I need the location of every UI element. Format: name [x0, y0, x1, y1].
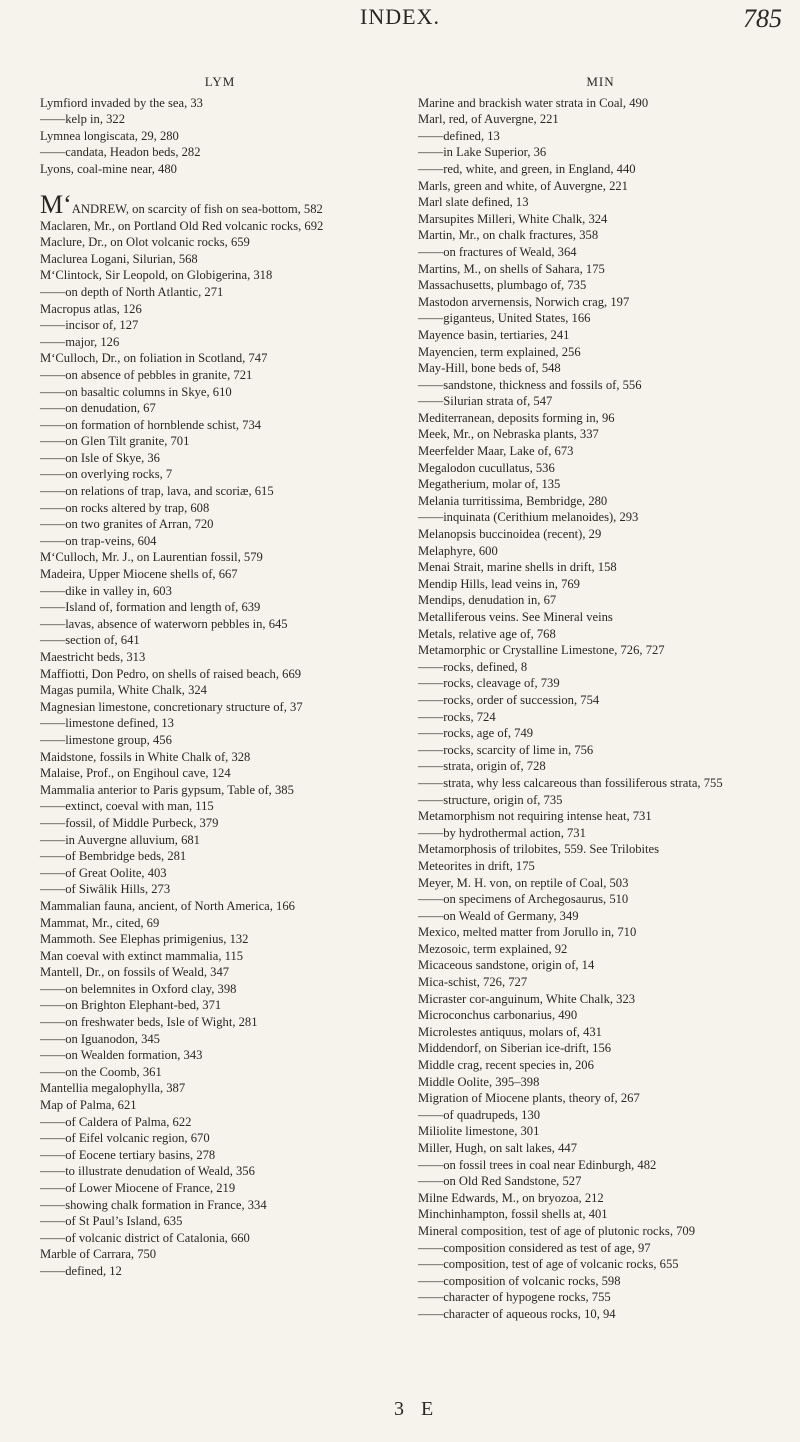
index-entry: —— on denudation, 67	[40, 400, 400, 417]
index-entry: —— on Isle of Skye, 36	[40, 450, 400, 467]
index-entry: Mammoth. See Elephas primigenius, 132	[40, 932, 249, 947]
index-entry: Melania turritissima, Bembridge, 280	[418, 493, 608, 508]
index-entry: —— on overlying rocks, 7	[40, 466, 400, 483]
index-entry: M‘Culloch, Mr. J., on Laurentian fossil, 579	[40, 550, 263, 565]
index-entry: —— in Lake Superior, 36	[418, 144, 783, 161]
index-entry: Metals, relative age of, 768	[418, 626, 556, 641]
index-entry: —— inquinata (Cerithium melanoides), 293	[418, 509, 783, 526]
index-entry: Miller, Hugh, on salt lakes, 447	[418, 1141, 577, 1155]
index-entry: Micaceous sandstone, origin of, 14	[418, 958, 595, 973]
index-entry: Maclurea Logani, Silurian, 568	[40, 251, 198, 266]
index-entry: Meerfelder Maar, Lake of, 673	[418, 444, 574, 459]
signature-mark: 3 E	[394, 1398, 440, 1420]
index-entry: M‘Culloch, Dr., on foliation in Scotland, 747	[40, 351, 268, 366]
index-entry: —— character of aqueous rocks, 10, 94	[418, 1306, 783, 1323]
index-entry: —— on absence of pebbles in granite, 721	[40, 367, 400, 384]
right-column-head: MIN	[586, 74, 615, 89]
index-entry: May-Hill, bone beds of, 548	[418, 361, 561, 376]
page-number: 785	[743, 4, 782, 33]
index-entry: Metalliferous veins. See Mineral veins	[418, 610, 613, 624]
index-entry: —— defined, 13	[418, 128, 783, 145]
index-entry: —— of Eocene tertiary basins, 278	[40, 1147, 400, 1164]
index-entry: Mica-schist, 726, 727	[418, 975, 528, 990]
index-entry: Lymnea longiscata, 29, 280	[40, 128, 179, 143]
index-entry: Mezosoic, term explained, 92	[418, 941, 568, 956]
index-entry: Microlestes antiquus, molars of, 431	[418, 1024, 602, 1039]
index-entry: —— candata, Headon beds, 282	[40, 144, 400, 161]
index-entry: Metamorphosis of trilobites, 559. See Trilobites	[418, 842, 660, 857]
index-entry: —— character of hypogene rocks, 755	[418, 1289, 783, 1306]
left-column-head: LYM	[204, 74, 236, 89]
index-entry: —— on Brighton Elephant-bed, 371	[40, 997, 400, 1014]
index-entry: Mayence basin, tertiaries, 241	[418, 327, 570, 342]
index-entry: Lyons, coal-mine near, 480	[40, 161, 177, 176]
index-entry: —— rocks, age of, 749	[418, 725, 783, 742]
index-entry: —— Silurian strata of, 547	[418, 393, 783, 410]
index-entry: —— strata, origin of, 728	[418, 758, 783, 775]
index-entry: —— to illustrate denudation of Weald, 356	[40, 1163, 400, 1180]
index-entry: Marls, green and white, of Auvergne, 221	[418, 178, 628, 193]
index-entry: Maidstone, fossils in White Chalk of, 328	[40, 749, 251, 764]
index-entry: —— incisor of, 127	[40, 317, 400, 334]
index-entry: Maclaren, Mr., on Portland Old Red volcanic rocks, 692	[40, 218, 324, 233]
index-entry: —— fossil, of Middle Purbeck, 379	[40, 815, 400, 832]
index-entry: Malaise, Prof., on Engihoul cave, 124	[40, 766, 231, 781]
index-entry: —— showing chalk formation in France, 334	[40, 1197, 400, 1214]
index-entry: Mendip Hills, lead veins in, 769	[418, 576, 580, 591]
index-entry: —— in Auvergne alluvium, 681	[40, 832, 400, 849]
index-entry: Meteorites in drift, 175	[418, 858, 535, 873]
index-entry: —— sandstone, thickness and fossils of, 556	[418, 377, 783, 394]
left-column-entries	[40, 95, 400, 1280]
index-entry: Madeira, Upper Miocene shells of, 667	[40, 567, 238, 582]
index-entry: Mediterranean, deposits forming in, 96	[418, 410, 615, 425]
index-entry: —— of quadrupeds, 130	[418, 1107, 783, 1124]
index-entry: Melanopsis buccinoidea (recent), 29	[418, 527, 602, 542]
index-entry: —— on Old Red Sandstone, 527	[418, 1173, 783, 1190]
index-entry: —— Island of, formation and length of, 639	[40, 599, 400, 616]
left-column	[40, 74, 400, 1280]
index-entry: Magnesian limestone, concretionary structure of, 37	[40, 699, 303, 714]
index-entry: —— rocks, scarcity of lime in, 756	[418, 742, 783, 759]
index-entry: Martin, Mr., on chalk fractures, 358	[418, 228, 599, 243]
index-entry: —— composition of volcanic rocks, 598	[418, 1273, 783, 1290]
index-entry: Megatherium, molar of, 135	[418, 477, 561, 492]
index-entry: —— of Siwâlik Hills, 273	[40, 881, 400, 898]
index-entry: —— on fractures of Weald, 364	[418, 244, 783, 261]
index-entry: —— on fossil trees in coal near Edinburgh, 482	[418, 1157, 783, 1174]
index-entry: —— rocks, 724	[418, 709, 783, 726]
index-entry: —— red, white, and green, in England, 440	[418, 161, 783, 178]
index-entry: Map of Palma, 621	[40, 1098, 137, 1113]
index-entry: —— kelp in, 322	[40, 111, 400, 128]
running-title: INDEX.	[360, 4, 440, 29]
index-entry: Marsupites Milleri, White Chalk, 324	[418, 211, 608, 226]
index-entry: —— of Caldera of Palma, 622	[40, 1114, 400, 1131]
index-entry: —— composition, test of age of volcanic rocks, 655	[418, 1256, 783, 1273]
index-entry: Mantell, Dr., on fossils of Weald, 347	[40, 965, 230, 980]
index-entry: —— on Iguanodon, 345	[40, 1031, 400, 1048]
index-entry: Massachusetts, plumbago of, 735	[418, 278, 587, 293]
index-entry: Micraster cor-anguinum, White Chalk, 323	[418, 991, 636, 1006]
index-entry: Mammalia anterior to Paris gypsum, Table of, 385	[40, 782, 294, 797]
index-entry: —— dike in valley in, 603	[40, 583, 400, 600]
index-entry: —— strata, why less calcareous than fossiliferous strata, 755	[418, 775, 783, 792]
index-entry: —— lavas, absence of waterworn pebbles in, 645	[40, 616, 400, 633]
page-header	[0, 4, 800, 44]
index-entry: —— of volcanic district of Catalonia, 660	[40, 1230, 400, 1247]
index-entry: —— section of, 641	[40, 632, 400, 649]
index-entry: —— of Lower Miocene of France, 219	[40, 1180, 400, 1197]
index-entry: —— on Wealden formation, 343	[40, 1047, 400, 1064]
index-entry: —— structure, origin of, 735	[418, 792, 783, 809]
index-entry: —— rocks, order of succession, 754	[418, 692, 783, 709]
index-entry: —— of St Paul’s Island, 635	[40, 1213, 400, 1230]
index-entry: —— on Weald of Germany, 349	[418, 908, 783, 925]
index-entry: —— on trap-veins, 604	[40, 533, 400, 550]
index-entry: —— of Great Oolite, 403	[40, 865, 400, 882]
index-entry: Mayencien, term explained, 256	[418, 344, 581, 359]
index-entry: —— on belemnites in Oxford clay, 398	[40, 981, 400, 998]
right-column-entries	[418, 95, 783, 1323]
index-entry: M‘Clintock, Sir Leopold, on Globigerina, 318	[40, 268, 273, 283]
index-entry: Metamorphism not requiring intense heat, 731	[418, 809, 652, 824]
index-entry: Mastodon arvernensis, Norwich crag, 197	[418, 294, 630, 309]
index-entry: Meek, Mr., on Nebraska plants, 337	[418, 427, 599, 442]
index-entry: Mammat, Mr., cited, 69	[40, 915, 160, 930]
index-entry: Man coeval with extinct mammalia, 115	[40, 948, 244, 963]
index-entry: —— limestone defined, 13	[40, 715, 400, 732]
index-entry: —— extinct, coeval with man, 115	[40, 798, 400, 815]
index-entry: —— on Glen Tilt granite, 701	[40, 433, 400, 450]
index-entry: Marble of Carrara, 750	[40, 1247, 157, 1262]
index-entry: Milne Edwards, M., on bryozoa, 212	[418, 1190, 604, 1205]
index-entry: Macropus atlas, 126	[40, 301, 142, 316]
index-entry: Miliolite limestone, 301	[418, 1124, 540, 1139]
index-entry: —— on the Coomb, 361	[40, 1064, 400, 1081]
index-entry: —— rocks, defined, 8	[418, 659, 783, 676]
index-entry: Maestricht beds, 313	[40, 650, 146, 664]
index-entry: —— of Bembridge beds, 281	[40, 848, 400, 865]
index-entry: —— on rocks altered by trap, 608	[40, 500, 400, 517]
index-entry: Mammalian fauna, ancient, of North America, 166	[40, 898, 295, 913]
index-entry: —— major, 126	[40, 334, 400, 351]
index-entry: Mexico, melted matter from Jorullo in, 710	[418, 925, 637, 940]
index-entry: —— on specimens of Archegosaurus, 510	[418, 891, 783, 908]
index-entry: Marl, red, of Auvergne, 221	[418, 112, 559, 127]
index-entry: Marl slate defined, 13	[418, 195, 529, 210]
index-entry: Magas pumila, White Chalk, 324	[40, 683, 207, 698]
index-entry: Microconchus carbonarius, 490	[418, 1008, 578, 1023]
index-entry: —— rocks, cleavage of, 739	[418, 675, 783, 692]
index-entry: Mantellia megalophylla, 387	[40, 1081, 186, 1096]
index-entry: Mendips, denudation in, 67	[418, 593, 557, 608]
index-entry: Maclure, Dr., on Olot volcanic rocks, 659	[40, 235, 250, 250]
index-entry: —— giganteus, United States, 166	[418, 310, 783, 327]
index-entry: —— of Eifel volcanic region, 670	[40, 1130, 400, 1147]
index-entry: Melaphyre, 600	[418, 543, 498, 558]
index-entry: Middle crag, recent species in, 206	[418, 1058, 594, 1073]
index-entry: Migration of Miocene plants, theory of, 267	[418, 1091, 640, 1106]
index-entry: M‘ANDREW, on scarcity of fish on sea-bottom, 582	[40, 189, 323, 219]
index-entry: —— on depth of North Atlantic, 271	[40, 284, 400, 301]
index-entry: —— defined, 12	[40, 1263, 400, 1280]
index-entry: —— on freshwater beds, Isle of Wight, 281	[40, 1014, 400, 1031]
index-entry: Meyer, M. H. von, on reptile of Coal, 503	[418, 875, 629, 890]
index-entry: Minchinhampton, fossil shells at, 401	[418, 1207, 608, 1222]
index-entry: Menai Strait, marine shells in drift, 158	[418, 560, 617, 575]
index-entry: —— on relations of trap, lava, and scoriæ, 615	[40, 483, 400, 500]
index-entry: —— on basaltic columns in Skye, 610	[40, 384, 400, 401]
index-entry: —— limestone group, 456	[40, 732, 400, 749]
right-column	[418, 74, 783, 1323]
index-entry: —— by hydrothermal action, 731	[418, 825, 783, 842]
index-entry: Middle Oolite, 395–398	[418, 1074, 540, 1089]
index-entry: —— on two granites of Arran, 720	[40, 516, 400, 533]
index-entry: Middendorf, on Siberian ice-drift, 156	[418, 1041, 612, 1056]
index-entry: Lymfiord invaded by the sea, 33	[40, 95, 203, 110]
index-entry: Mineral composition, test of age of plutonic rocks, 709	[418, 1223, 696, 1238]
index-entry: —— composition considered as test of age, 97	[418, 1240, 783, 1257]
index-entry: —— on formation of hornblende schist, 734	[40, 417, 400, 434]
index-entry: Marine and brackish water strata in Coal, 490	[418, 95, 649, 110]
index-entry: Maffiotti, Don Pedro, on shells of raised beach, 669	[40, 666, 302, 681]
index-entry: Megalodon cucullatus, 536	[418, 460, 555, 475]
index-entry: Metamorphic or Crystalline Limestone, 726, 727	[418, 643, 665, 658]
index-entry: Martins, M., on shells of Sahara, 175	[418, 261, 605, 276]
